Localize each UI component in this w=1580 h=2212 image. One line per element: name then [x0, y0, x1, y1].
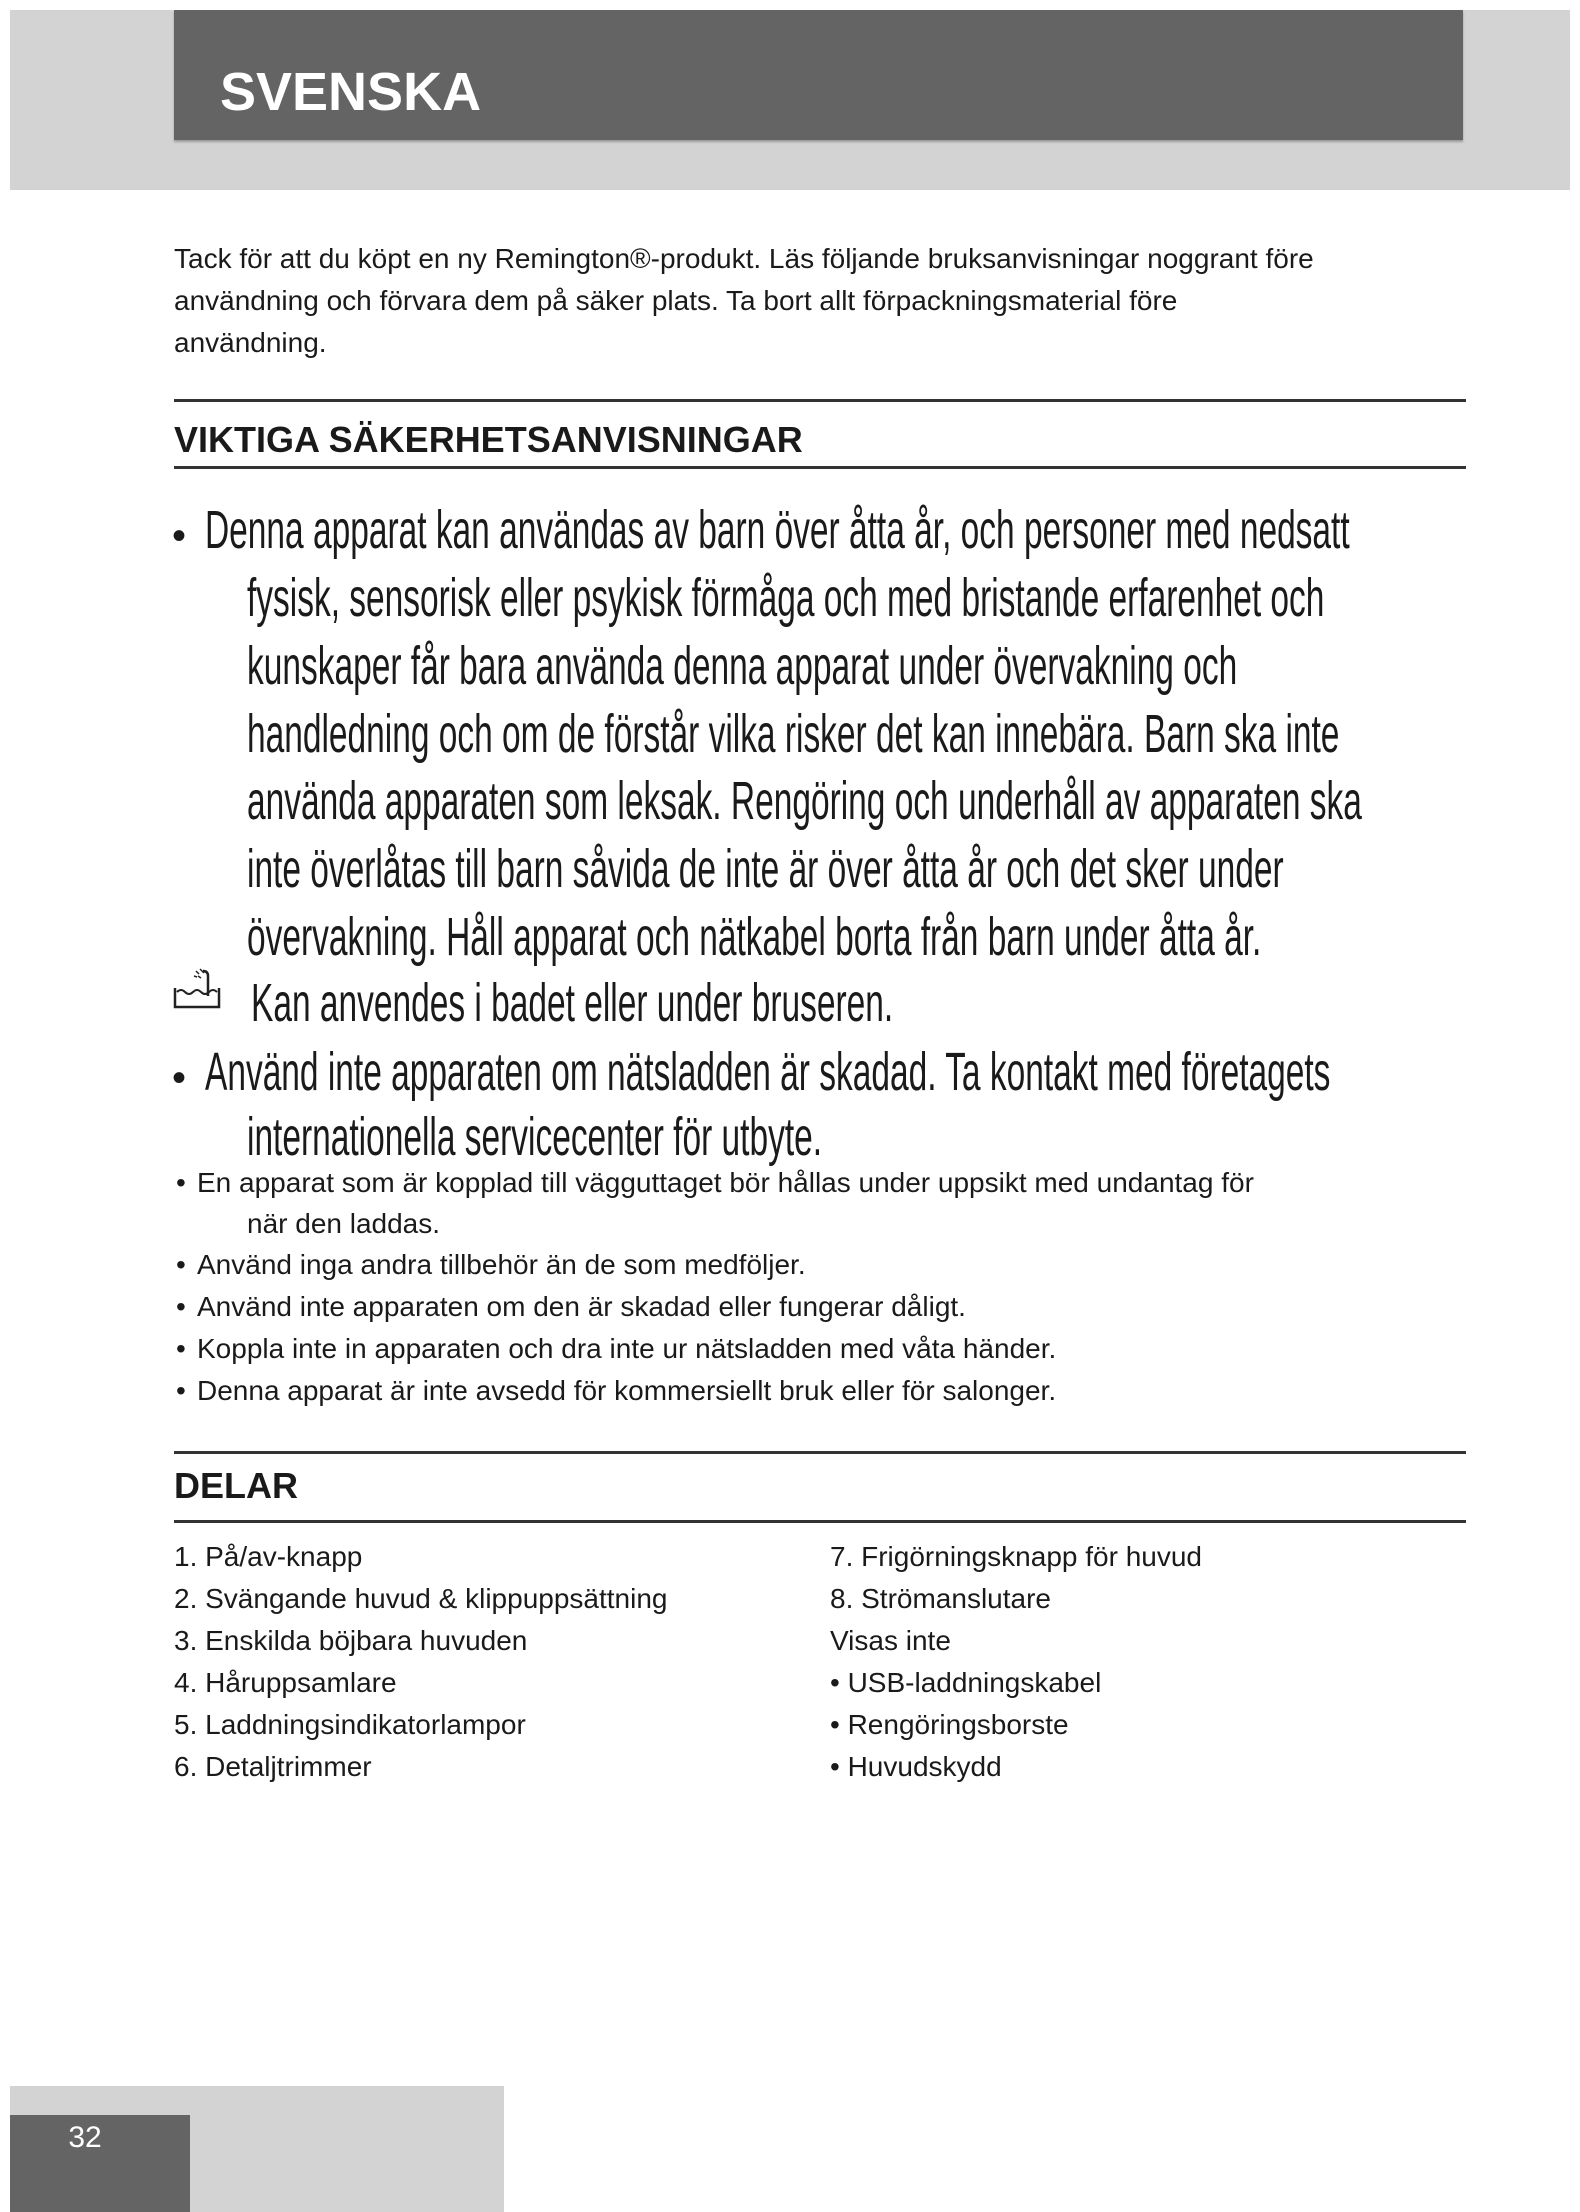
safety-line: Använd inga andra tillbehör än de som medföljer.	[197, 1249, 806, 1280]
safety-line: övervakning. Håll apparat och nätkabel borta från barn under åtta år.	[247, 907, 1262, 967]
intro-line: användning.	[174, 327, 327, 358]
parts-heading: DELAR	[174, 1465, 298, 1506]
bath-note-text: Kan anvendes i badet eller under bruseren.	[251, 973, 894, 1033]
not-shown-label: Visas inte	[830, 1625, 951, 1656]
intro-line: Tack för att du köpt en ny Remington®-produkt. Läs följande bruksanvisningar noggrant före	[174, 243, 1314, 274]
part-item: • Rengöringsborste	[830, 1709, 1069, 1740]
safety-line: Denna apparat är inte avsedd för kommersiellt bruk eller för salonger.	[197, 1375, 1057, 1406]
safety-line: inte överlåtas till barn såvida de inte är över åtta år och det sker under	[247, 839, 1284, 899]
safety-line: handledning och om de förstår vilka risker det kan innebära. Barn ska inte	[247, 704, 1340, 764]
part-item: 8. Strömanslutare	[830, 1583, 1051, 1614]
page-number: 32	[68, 2121, 102, 2154]
bullet: •	[176, 1333, 186, 1364]
divider	[174, 1520, 1466, 1523]
safety-line: Denna apparat kan användas av barn över åtta år, och personer med nedsatt	[205, 500, 1350, 560]
bullet: •	[176, 1249, 186, 1280]
part-item: 6. Detaljtrimmer	[174, 1751, 372, 1782]
divider	[174, 1451, 1466, 1454]
divider	[174, 399, 1466, 402]
language-title: SVENSKA	[220, 62, 482, 122]
safety-line: Använd inte apparaten om nätsladden är skadad. Ta kontakt med företagets	[205, 1042, 1331, 1102]
safety-line: kunskaper får bara använda denna apparat under övervakning och	[247, 636, 1238, 696]
safety-line: Använd inte apparaten om den är skadad eller fungerar dåligt.	[197, 1291, 966, 1322]
intro-line: användning och förvara dem på säker plats. Ta bort allt förpackningsmaterial före	[174, 285, 1178, 316]
bullet: •	[172, 1056, 187, 1100]
part-item: 5. Laddningsindikatorlampor	[174, 1709, 526, 1740]
bath-shower-icon	[172, 966, 226, 1010]
safety-line: Koppla inte in apparaten och dra inte ur nätsladden med våta händer.	[197, 1333, 1057, 1364]
safety-line: En apparat som är kopplad till vägguttaget bör hållas under uppsikt med undantag för	[197, 1167, 1254, 1198]
part-item: 1. På/av-knapp	[174, 1541, 363, 1572]
safety-line: när den laddas.	[247, 1208, 441, 1239]
part-item: 3. Enskilda böjbara huvuden	[174, 1625, 528, 1656]
part-item: 4. Håruppsamlare	[174, 1667, 397, 1698]
part-item: • Huvudskydd	[830, 1751, 1002, 1782]
safety-heading: VIKTIGA SÄKERHETSANVISNINGAR	[174, 419, 803, 460]
bullet: •	[176, 1167, 186, 1198]
bullet: •	[176, 1375, 186, 1406]
safety-line: använda apparaten som leksak. Rengöring och underhåll av apparaten ska	[247, 771, 1362, 831]
part-item: 7. Frigörningsknapp för huvud	[830, 1541, 1202, 1572]
divider	[174, 466, 1466, 469]
safety-line: internationella servicecenter för utbyte.	[247, 1107, 823, 1167]
safety-line: fysisk, sensorisk eller psykisk förmåga och med bristande erfarenhet och	[247, 568, 1325, 628]
bullet: •	[172, 514, 187, 558]
part-item: • USB-laddningskabel	[830, 1667, 1102, 1698]
part-item: 2. Svängande huvud & klippuppsättning	[174, 1583, 668, 1614]
bullet: •	[176, 1291, 186, 1322]
